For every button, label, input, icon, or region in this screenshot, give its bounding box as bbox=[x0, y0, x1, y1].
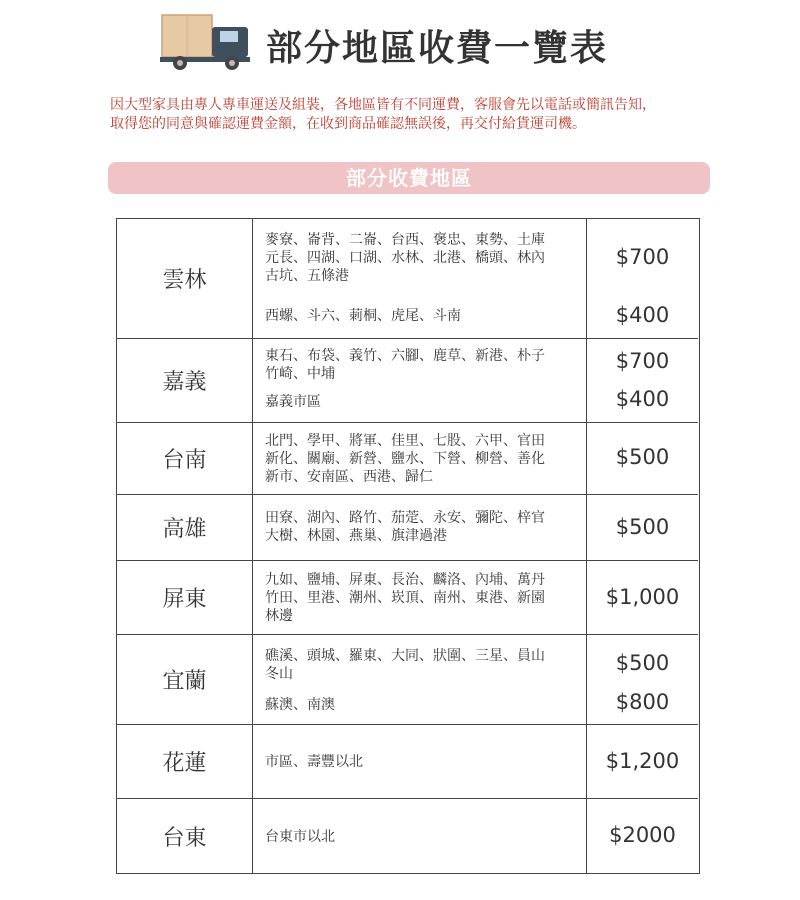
price-value: $500 bbox=[615, 651, 670, 675]
page-header bbox=[0, 0, 800, 90]
city-name: 嘉義 bbox=[117, 339, 253, 422]
price-value: $1,000 bbox=[605, 585, 680, 609]
district-line: 田寮、湖內、路竹、茄萣、永安、彌陀、梓官 bbox=[265, 510, 545, 526]
district-column bbox=[253, 339, 587, 422]
notice-line: 因大型家具由專人專車運送及組裝，各地區皆有不同運費，客服會先以電話或簡訊告知， bbox=[110, 97, 656, 113]
table-row bbox=[117, 219, 698, 339]
notice-text bbox=[110, 96, 710, 134]
city-name: 花蓮 bbox=[117, 725, 253, 798]
price-column bbox=[587, 561, 698, 634]
district-line: 林邊 bbox=[265, 608, 293, 624]
price-column bbox=[587, 219, 698, 338]
city-name: 宜蘭 bbox=[117, 635, 253, 724]
price-column bbox=[587, 799, 698, 873]
table-row bbox=[117, 423, 698, 495]
district-line: 九如、鹽埔、屏東、長治、麟洛、內埔、萬丹 bbox=[265, 572, 545, 588]
district-column bbox=[253, 725, 587, 798]
district-line: 北門、學甲、將軍、佳里、七股、六甲、官田 bbox=[265, 433, 545, 449]
district-group bbox=[265, 509, 585, 545]
district-group bbox=[265, 347, 585, 383]
district-group bbox=[265, 432, 585, 486]
district-line: 大樹、林園、燕巢、旗津過港 bbox=[265, 528, 447, 544]
district-line: 竹田、里港、潮州、崁頂、南州、東港、新園 bbox=[265, 590, 545, 606]
district-line: 蘇澳、南澳 bbox=[265, 697, 335, 713]
table-row bbox=[117, 635, 698, 725]
price-value: $1,200 bbox=[605, 749, 680, 773]
district-group bbox=[265, 571, 585, 625]
district-group bbox=[265, 393, 585, 411]
district-line: 嘉義市區 bbox=[265, 394, 321, 410]
price-column bbox=[587, 339, 698, 422]
district-line: 新市、安南區、西港、歸仁 bbox=[265, 469, 433, 485]
district-line: 新化、關廟、新營、鹽水、下營、柳營、善化 bbox=[265, 451, 545, 467]
table-row bbox=[117, 725, 698, 799]
district-group bbox=[265, 647, 585, 683]
price-column bbox=[587, 495, 698, 560]
city-name: 台東 bbox=[117, 799, 253, 873]
district-line: 西螺、斗六、莿桐、虎尾、斗南 bbox=[265, 308, 461, 324]
district-column bbox=[253, 495, 587, 560]
district-column bbox=[253, 219, 587, 338]
price-value: $800 bbox=[615, 690, 670, 714]
price-value: $700 bbox=[615, 245, 670, 269]
district-line: 麥寮、崙背、二崙、台西、褒忠、東勢、土庫 bbox=[265, 232, 545, 248]
city-name: 台南 bbox=[117, 423, 253, 494]
district-column bbox=[253, 561, 587, 634]
city-name: 高雄 bbox=[117, 495, 253, 560]
district-line: 礁溪、頭城、羅東、大同、狀圍、三星、員山 bbox=[265, 648, 545, 664]
table-row bbox=[117, 339, 698, 423]
table-row bbox=[117, 495, 698, 561]
price-value: $2000 bbox=[609, 823, 676, 847]
price-value: $400 bbox=[615, 303, 670, 327]
district-group bbox=[265, 696, 585, 714]
price-column bbox=[587, 725, 698, 798]
fee-table bbox=[116, 218, 700, 874]
price-value: $500 bbox=[615, 445, 670, 469]
district-column bbox=[253, 635, 587, 724]
price-value: $400 bbox=[615, 387, 670, 411]
district-group bbox=[265, 828, 585, 846]
city-name: 屏東 bbox=[117, 561, 253, 634]
price-column bbox=[587, 635, 698, 724]
district-line: 元長、四湖、口湖、水林、北港、橋頭、林內 bbox=[265, 250, 545, 266]
table-row bbox=[117, 799, 698, 873]
price-value: $700 bbox=[615, 349, 670, 373]
district-line: 市區、壽豐以北 bbox=[265, 754, 363, 770]
city-name: 雲林 bbox=[117, 219, 253, 338]
district-line: 東石、布袋、義竹、六腳、鹿草、新港、朴子 bbox=[265, 348, 545, 364]
price-value: $500 bbox=[615, 515, 670, 539]
table-row bbox=[117, 561, 698, 635]
page-title: 部分地區收費一覽表 bbox=[266, 28, 609, 69]
district-group bbox=[265, 231, 585, 285]
district-line: 冬山 bbox=[265, 666, 293, 682]
notice-line: 取得您的同意與確認運費金額，在收到商品確認無誤後，再交付給貨運司機。 bbox=[110, 116, 586, 132]
district-line: 古坑、五條港 bbox=[265, 268, 349, 284]
district-line: 竹崎、中埔 bbox=[265, 366, 335, 382]
district-line: 台東市以北 bbox=[265, 829, 335, 845]
district-group bbox=[265, 307, 585, 325]
district-column bbox=[253, 799, 587, 873]
price-column bbox=[587, 423, 698, 494]
delivery-truck-icon bbox=[160, 13, 254, 71]
district-column bbox=[253, 423, 587, 494]
section-banner: 部分收費地區 bbox=[108, 162, 710, 194]
district-group bbox=[265, 753, 585, 771]
